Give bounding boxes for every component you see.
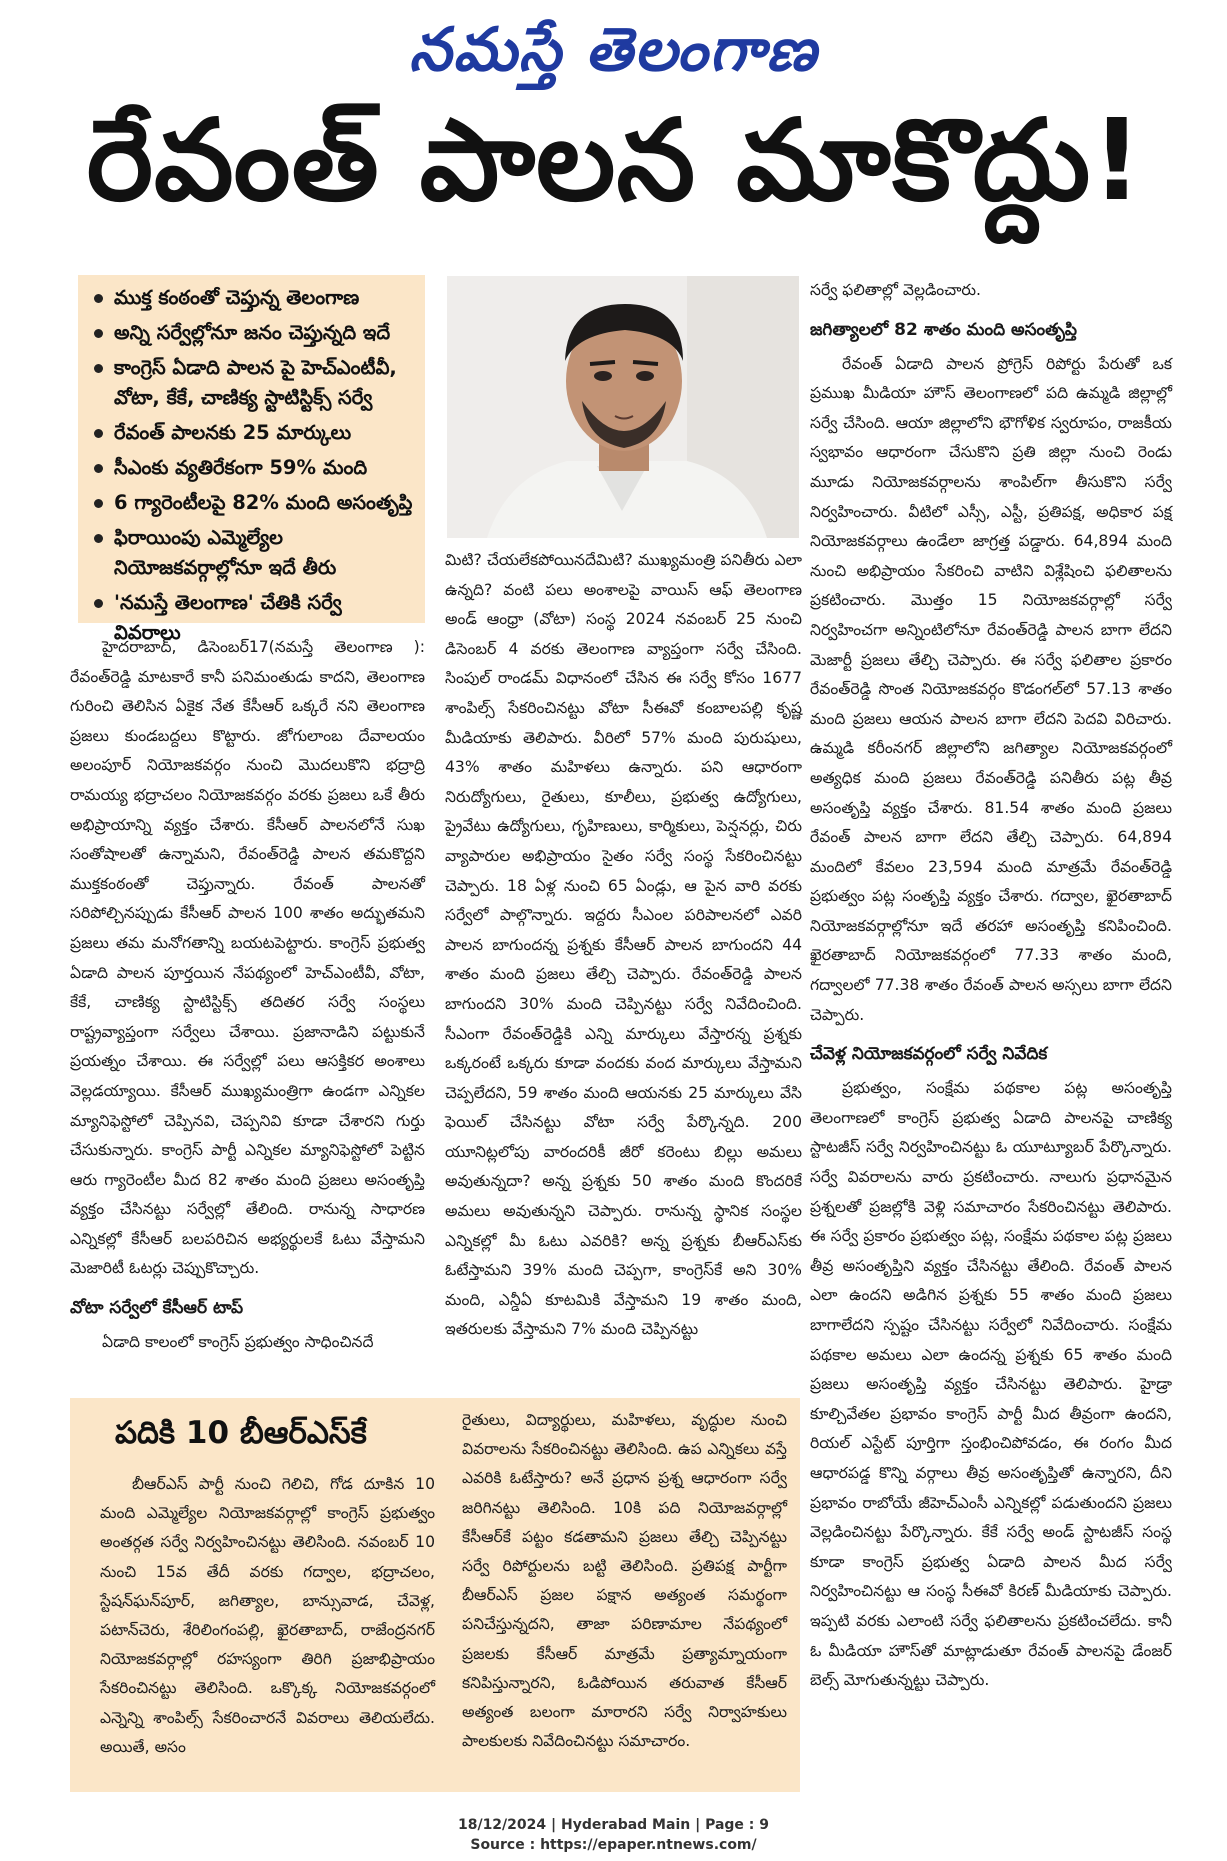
portrait-illustration [447,276,799,538]
right-column [810,276,1172,1696]
article-paragraph: హైదరాబాద్, డిసెంబర్17(నమస్తే తెలంగాణ ): రేవంత్‌రెడ్డి మాటకారే కానీ పనిమంతుడు కాదని, తెలంగాణ గురించి తెలిసిన ఏకైక నేత కేసీఆర్ ఒక్కరే నని తెలంగాణ ప్రజలు కుండబద్దలు కొట్టారు. జోగులాంబ దేవాలయం అలంపూర్ నియోజకవర్గం నుంచి మొదలుకొని భద్రాద్రి రామయ్య భద్రాచలం నియోజకవర్గం వరకు ప్రజలు ఒకే తీరు అభిప్రాయాన్ని వ్యక్తం చేశారు. కేసీఆర్ పాలనలోనే సుఖ సంతోషాలతో ఉన్నామని, రేవంత్‌రెడ్డి పాలన తమకొద్దని ముక్తకంఠంతో చెప్తున్నారు. రేవంత్ పాలనతో సరిపోల్చినప్పుడు కేసీఆర్ పాలన 100 శాతం అద్భుతమని ప్రజలు తమ మనోగతాన్ని బయటపెట్టారు. కాంగ్రెస్ ప్రభుత్వ ఏడాది పాలన పూర్తయిన నేపథ్యంలో హెచ్ఎంటీవీ, వోటా, కేకే, చాణిక్య స్టాటిస్టిక్స్ తదితర సర్వే సంస్థలు రాష్ట్రవ్యాప్తంగా సర్వేలు చేశాయి. ప్రజానాడిని పట్టుకునే ప్రయత్నం చేశాయి. ఈ సర్వేల్లో పలు ఆసక్తికర అంశాలు వెల్లడయ్యాయి. కేసీఆర్ ముఖ్యమంత్రిగా ఉండగా ఎన్నికల మ్యానిఫెస్టోలో చెప్పినవి, చెప్పనివి కూడా చేశారని గుర్తు చేసుకున్నారు. కాంగ్రెస్ పార్టీ ఎన్నికల మ్యానిఫెస్టోలో పెట్టిన ఆరు గ్యారెంటీల మీద 82 శాతం మంది ప్రజలు అసంతృప్తి వ్యక్తం చేసినట్టు సర్వేల్లో తేలింది. రానున్న సాధారణ ఎన్నికల్లో కేసీఆర్ బలపరిచిన అభ్యర్థులకే ఓటు వేస్తామని మెజారిటీ ఓటర్లు చెప్పుకొచ్చారు. [70,638,425,1278]
highlight-item: సీఎంకు వ్యతిరేకంగా 59% మంది [92,453,415,483]
article-paragraph: రేవంత్ ఏడాది పాలన ప్రోగ్రెస్ రిపోర్టు పేరుతో ఒక ప్రముఖ మీడియా హౌస్ తెలంగాణలో పది ఉమ్మడి జిల్లాల్లో సర్వే చేసింది. ఆయా జిల్లాలోని భౌగోళిక స్వరూపం, రాజకీయ స్వభావం ఆధారంగా చేసుకొని ప్రతి జిల్లా నుంచి రెండు మూడు నియోజకవర్గాలను శాంపిల్‌గా తీసుకొని సర్వే నిర్వహించారు. వీటిలో ఎస్సీ, ఎస్టీ, ప్రతిపక్ష, అధికార పక్ష నియోజకవర్గాలు ఉండేలా జాగ్రత్త పడ్డారు. 64,894 మంది నుంచి అభిప్రాయం సేకరించి వాటిని విశ్లేషించి ఫలితాలను ప్రకటించారు. మొత్తం 15 నియోజకవర్గాల్లో సర్వే నిర్వహించగా అన్నింటిలోనూ రేవంత్‌రెడ్డి పాలన బాగా లేదని మెజార్టీ ప్రజలు తేల్చి చెప్పారు. ఈ సర్వే ఫలితాల ప్రకారం రేవంత్‌రెడ్డి సొంత నియోజకవర్గం కొడంగల్‌లో 57.13 శాతం మంది ప్రజలు ఆయన పాలన బాగా లేదని పెదవి విరిచారు. ఉమ్మడి కరీంనగర్ జిల్లాలోని జగిత్యాల నియోజకవర్గంలో అత్యధిక మంది ప్రజలు రేవంత్‌రెడ్డి పనితీరు పట్ల తీవ్ర అసంతృప్తి వ్యక్తం చేశారు. 81.54 శాతం మంది ప్రజలు రేవంత్ పాలన బాగా లేదని తేల్చి చెప్పారు. 64,894 మందిలో కేవలం 23,594 మంది మాత్రమే రేవంత్‌రెడ్డి ప్రభుత్వం పట్ల సంతృప్తి వ్యక్తం చేశారు. గద్వాల, ఖైరతాబాద్ నియోజకవర్గాల్లోనూ ఇదే తరహా అసంతృప్తి కనిపించింది. ఖైరతాబాద్ నియోజకవర్గంలో 77.33 శాతం మంది, గద్వాలలో 77.38 శాతం రేవంత్ పాలన అస్సలు బాగా లేదని చెప్పారు. [810,354,1172,1024]
article-paragraph: ఏడాది కాలంలో కాంగ్రెస్ ప్రభుత్వం సాధించినదే [102,1333,374,1352]
box-left-column [100,1470,435,1762]
headline [40,96,1190,250]
subheading: చేవెళ్ల నియోజకవర్గంలో సర్వే నివేదిక [810,1044,1048,1065]
middle-column [445,546,802,1345]
edition-info: 18/12/2024 | Hyderabad Main | Page : 9 [457,1817,770,1833]
highlight-item: రేవంత్ పాలనకు 25 మార్కులు [92,418,415,448]
subheading: వోటా సర్వేలో కేసీఆర్ టాప్ [70,1298,244,1319]
highlight-item: ముక్త కంఠంతో చెప్తున్న తెలంగాణ [92,283,415,313]
box-right-column [462,1406,787,1756]
masthead-title: నమస్తే తెలంగాణ [408,15,819,85]
page-footer [0,1815,1227,1855]
highlights-list [92,283,415,648]
box-paragraph: రైతులు, విద్యార్థులు, మహిళలు, వృద్ధుల నుంచి వివరాలను సేకరించినట్టు తెలిసింది. ఉప ఎన్నికలు వస్తే ఎవరికి ఓటేస్తారు? అనే ప్రధాన ప్రశ్న ఆధారంగా సర్వే జరిగినట్టు తెలిసింది. 10కి పది నియోజవర్గాల్లో కేసీఆర్‌కే పట్టం కడతామని ప్రజలు తేల్చి చెప్పినట్టు సర్వే రిపోర్టులను బట్టి తెలిసింది. ప్రతిపక్ష పార్టీగా బీఆర్ఎస్ ప్రజల పక్షాన అత్యంత సమర్థంగా పనిచేస్తున్నదని, తాజా పరిణామాల నేపథ్యంలో ప్రజలకు కేసీఆర్ మాత్రమే ప్రత్యామ్నాయంగా కనిపిస్తున్నారని, ఓడిపోయిన తరువాత కేసీఆర్ అత్యంత బలంగా మారారని సర్వే నిర్వాహకులు పాలకులకు నివేదించినట్టు సమాచారం. [462,1411,787,1751]
article-paragraph: ప్రభుత్వం, సంక్షేమ పథకాల పట్ల అసంతృప్తి తెలంగాణలో కాంగ్రెస్ ప్రభుత్వ ఏడాది పాలనపై చాణిక్య స్టాటజీస్ సర్వే నిర్వహించినట్టు ఓ యూట్యూబర్ పేర్కొన్నారు. సర్వే వివరాలను వారు ప్రకటించారు. నాలుగు ప్రధానమైన ప్రశ్నలతో ప్రజల్లోకి వెళ్లి సమాచారం సేకరించినట్టు తెలిపారు. ఈ సర్వే ప్రకారం ప్రభుత్వం పట్ల, సంక్షేమ పథకాల పట్ల ప్రజలు తీవ్ర అసంతృప్తిని వ్యక్తం చేసినట్టు తేలింది. రేవంత్ పాలన ఎలా ఉందని అడిగిన ప్రశ్నకు 55 శాతం మంది ప్రజలు బాగాలేదని స్పష్టం చేసినట్టు సర్వేలో నివేదించారు. సంక్షేమ పథకాల అమలు ఎలా ఉందన్న ప్రశ్నకు 65 శాతం మంది ప్రజలు అసంతృప్తి వ్యక్తం చేసినట్టు తెలిపారు. హైడ్రా కూల్చివేతల ప్రభావం కాంగ్రెస్ పార్టీ మీద తీవ్రంగా ఉందని, రియల్ ఎస్టేట్ పూర్తిగా స్తంభించిపోవడం, ఈ రంగం మీద ఆధారపడ్డ కొన్ని వర్గాలు తీవ్ర అసంతృప్తితో ఉన్నారని, దీని ప్రభావం రాబోయే జీహెచ్ఎంసీ ఎన్నికల్లో పడుతుందని ప్రజలు వెల్లడించినట్టు పేర్కొన్నారు. కేకే సర్వే అండ్ స్టాటజీస్ సంస్థ కూడా కాంగ్రెస్ ప్రభుత్వ ఏడాది పాలన మీద సర్వే నిర్వహించినట్టు ఆ సంస్థ సీఈవో కిరణ్ మీడియాకు చెప్పారు. ఇప్పటి వరకు ఎలాంటి సర్వే ఫలితాలను ప్రకటించలేదు. కానీ ఓ మీడియా హౌస్‌తో మాట్లాడుతూ రేవంత్ పాలనపై డేంజర్ బెల్స్ మోగుతున్నట్టు చెప్పారు. [810,1079,1172,1690]
article-paragraph: సర్వే ఫలితాల్లో వెల్లడించారు. [810,281,982,299]
highlight-item: ఫిరాయింపు ఎమ్మెల్యేల నియోజకవర్గాల్లోనూ ఇదే తీరు [92,523,415,583]
highlight-item: కాంగ్రెస్ ఏడాది పాలన పై హెచ్ఎంటీవీ, వోటా, కేకే, చాణిక్య స్టాటిస్టిక్స్ సర్వే [92,353,415,413]
highlights-box [78,275,425,644]
revanth-photo [447,276,799,538]
box-paragraph: బీఆర్ఎస్ పార్టీ నుంచి గెలిచి, గోడ దూకిన 10 మంది ఎమ్మెల్యేల నియోజకవర్గాల్లో కాంగ్రెస్ ప్రభుత్వం అంతర్గత సర్వే నిర్వహించినట్టు తెలిసింది. నవంబర్ 10 నుంచి 15వ తేదీ వరకు గద్వాల, భద్రాచలం, స్టేషన్‌ఘన్‌పూర్, జగిత్యాల, బాన్సువాడ, చేవెళ్ల, పటాన్‌చెరు, శేరిలింగంపల్లి, ఖైరతాబాద్, రాజేంద్రనగర్ నియోజకవర్గాల్లో రహస్యంగా తిరిగి ప్రజాభిప్రాయం సేకరించినట్టు తెలిసింది. ఒక్కొక్క నియోజకవర్గంలో ఎన్నెన్ని శాంపిల్స్ సేకరించారనే వివరాలు తెలియలేదు. అయితే, అసం [100,1475,435,1756]
article-paragraph: మిటి? చేయలేకపోయినదేమిటి? ముఖ్యమంత్రి పనితీరు ఎలా ఉన్నది? వంటి పలు అంశాలపై వాయిస్ ఆఫ్ తెలంగాణ అండ్ ఆంధ్రా (వోటా) సంస్థ 2024 నవంబర్ 25 నుంచి డిసెంబర్ 4 వరకు తెలంగాణ వ్యాప్తంగా సర్వే చేసింది. సింపుల్ రాండమ్ విధానంలో చేసిన ఈ సర్వే కోసం 1677 శాంపిల్స్ సేకరించినట్టు వోటా సీఈవో కంబాలపల్లి కృష్ణ మీడియాకు తెలిపారు. వీరిలో 57% మంది పురుషులు, 43% శాతం మహిళలు ఉన్నారు. పని ఆధారంగా నిరుద్యోగులు, రైతులు, కూలీలు, ప్రభుత్వ ఉద్యోగులు, ప్రైవేటు ఉద్యోగులు, గృహిణులు, కార్మికులు, పెన్షనర్లు, చిరు వ్యాపారుల అభిప్రాయం సైతం సర్వే సంస్థ సేకరించినట్టు చెప్పారు. 18 ఏళ్ల నుంచి 65 ఏండ్లు, ఆ పైన వారి వరకు సర్వేలో పాల్గొన్నారు. ఇద్దరు సీఎంల పరిపాలనలో ఎవరి పాలన బాగుందన్న ప్రశ్నకు కేసీఆర్ పాలన బాగుందని 44 శాతం మంది ప్రజలు తేల్చి చెప్పారు. రేవంత్‌రెడ్డి పాలన బాగుందని 30% మంది చెప్పినట్టు సర్వే నివేదించింది. సీఎంగా రేవంత్‌రెడ్డికి ఎన్ని మార్కులు వేస్తారన్న ప్రశ్నకు ఒక్కరంటే ఒక్కరు కూడా వందకు వంద మార్కులు వేస్తామని చెప్పలేదని, 59 శాతం మంది ఆయనకు 25 మార్కులు వేసి ఫెయిల్ చేసినట్టు వోటా సర్వే పేర్కొన్నది. 200 యూనిట్లలోపు వారందరికీ జీరో కరెంటు బిల్లు అమలు అవుతున్నదా? అన్న ప్రశ్నకు 50 శాతం మంది కొందరికే అమలు అవుతున్నని చెప్పారు. రానున్న స్థానిక సంస్థల ఎన్నికల్లో మీ ఓటు ఎవరికి? అన్న ప్రశ్నకు బీఆర్ఎస్‌కు ఓటేస్తామని 39% మంది చెప్పగా, కాంగ్రెస్‌కే అని 30% మంది, ఎన్డీఏ కూటమికి వేస్తామని 19 శాతం మంది, ఇతరులకు వేస్తామని 7% మంది చెప్పినట్టు [445,551,802,1339]
masthead [0,12,1227,102]
subheading: జగిత్యాలలో 82 శాతం మంది అసంతృప్తి [810,319,1077,340]
source-link[interactable]: Source : https://epaper.ntnews.com/ [470,1837,757,1853]
highlight-item: అన్ని సర్వేల్లోనూ జనం చెప్తున్నది ఇదే [92,318,415,348]
highlight-item: 6 గ్యారెంటీలపై 82% మంది అసంతృప్తి [92,488,415,518]
highlight-item: 'నమస్తే తెలంగాణ' చేతికి సర్వే వివరాలు [92,588,415,648]
left-column [70,633,425,1358]
sidebar-story-box [70,1398,800,1792]
box-title: పదికి 10 బీఆర్ఎస్‌కే [115,1415,367,1451]
headline-text: రేవంత్ పాలన మాకొద్దు! [86,96,1144,226]
